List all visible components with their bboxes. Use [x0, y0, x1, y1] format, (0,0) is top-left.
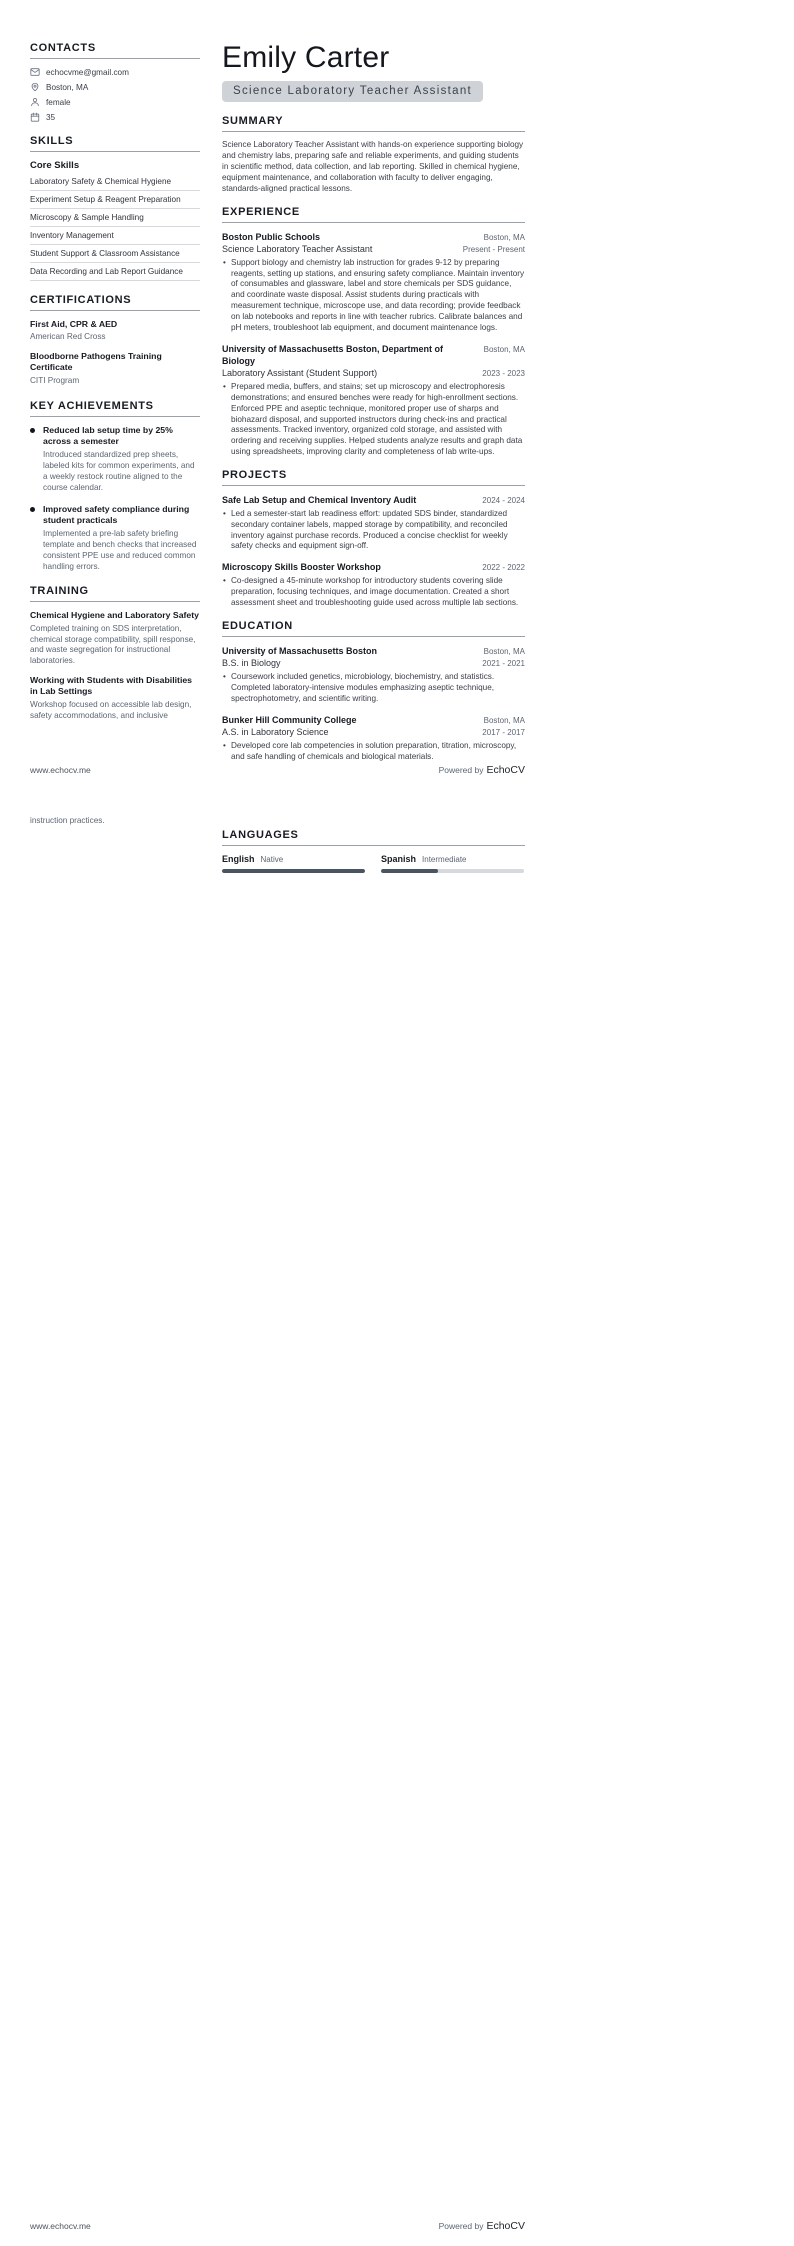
experience-bullets: [222, 258, 525, 334]
language-proficiency-bar: [381, 869, 524, 873]
degree-name: A.S. in Laboratory Science: [222, 726, 329, 737]
main-column: [222, 42, 525, 774]
footer-powered-label: Powered by: [438, 765, 484, 775]
training-item: [30, 610, 200, 667]
experience-heading: EXPERIENCE: [222, 206, 525, 223]
summary-text: Science Laboratory Teacher Assistant with hands-on experience supporting biology and chemistry labs, preparing safe and reliable experiments, and guiding students in scientific method, data collection, and lab reporting. Skilled in chemical hygiene, equipment maintenance, and collaboration with faculty to deliver engaging, standards-aligned practical lessons.: [222, 140, 524, 193]
language-proficiency-bar: [222, 869, 365, 873]
education-section: [222, 620, 525, 763]
skill-item: Student Support & Classroom Assistance: [30, 249, 200, 263]
job-dates: 2023 - 2023: [482, 368, 525, 378]
project-dates: 2022 - 2022: [482, 563, 525, 573]
skills-heading: SKILLS: [30, 135, 200, 152]
page-2-footer: [30, 2216, 525, 2234]
bullet-dot-icon: [30, 428, 35, 433]
certification-title: Bloodborne Pathogens Training Certificate: [30, 351, 162, 373]
experience-entry: [222, 231, 525, 334]
skill-item: Data Recording and Lab Report Guidance: [30, 267, 200, 281]
project-bullets: [222, 509, 525, 552]
achievement-title: Reduced lab setup time by 25% across a semester: [43, 424, 173, 446]
skill-item: Microscopy & Sample Handling: [30, 213, 200, 227]
project-title: Safe Lab Setup and Chemical Inventory Audit: [222, 494, 417, 505]
achievement-description: Introduced standardized prep sheets, labeled kits for common experiments, and a weekly restock routine aligned to the course calendar.: [43, 450, 195, 492]
footer-powered: [439, 2216, 525, 2234]
education-entry: [222, 645, 525, 705]
school-location: Boston, MA: [483, 646, 525, 656]
footer-site-link[interactable]: www.echocv.me: [30, 2221, 91, 2231]
contacts-section: [30, 42, 200, 122]
person-icon: [30, 97, 40, 107]
training-item: [30, 675, 200, 721]
training-section: [30, 585, 200, 721]
sidebar-continued: [30, 816, 200, 884]
contact-email[interactable]: [30, 67, 200, 77]
education-dates: 2021 - 2021: [482, 659, 525, 669]
certification-item: [30, 319, 200, 343]
experience-bullet: • Support biology and chemistry lab instruction for grades 9-12 by preparing reagents, setting up stations, and ensuring safety compliance. Maintain inventory of consumables and glassware, label and store chemicals per SDS guidance, and coordinate waste disposal. Assist students during practicals with measurement technique, microscope use, and data recording; provide feedback on lab notebooks and reports in line with teacher rubrics. Calibrate balances and pH meters, troubleshoot lab equipment, and document maintenance logs.: [222, 258, 525, 334]
footer-site-link[interactable]: www.echocv.me: [30, 765, 91, 775]
company-location: Boston, MA: [483, 232, 525, 242]
education-bullet: • Developed core lab competencies in solution preparation, titration, microscopy, and safe handling of chemicals and biological materials.: [222, 741, 525, 763]
language-item: [222, 854, 365, 873]
achievement-item: [30, 425, 200, 494]
contact-gender: [30, 97, 200, 107]
project-bullet: • Co-designed a 45-minute workshop for introductory students covering slide preparation, focusing techniques, and image documentation. Created a short assessment sheet and troubleshooting guide used across multiple lab sections.: [222, 576, 525, 608]
footer-brand: EchoCV: [486, 764, 525, 776]
education-dates: 2017 - 2017: [482, 727, 525, 737]
page-1-columns: [0, 0, 525, 774]
page-1-footer: [30, 760, 525, 778]
skill-item: Laboratory Safety & Chemical Hygiene: [30, 177, 200, 191]
achievement-body: [43, 504, 200, 573]
language-level: Intermediate: [422, 855, 467, 864]
language-item: [381, 854, 524, 873]
languages-section: [222, 829, 525, 873]
education-bullet: • Coursework included genetics, microbiology, biochemistry, and statistics. Completed laboratory-intensive modules emphasizing aseptic technique, spectrophotometry, and scientific writing.: [222, 672, 525, 704]
certifications-heading: CERTIFICATIONS: [30, 294, 200, 311]
job-title-badge: Science Laboratory Teacher Assistant: [222, 81, 483, 102]
contact-location: [30, 82, 200, 92]
projects-heading: PROJECTS: [222, 469, 525, 486]
page-2-columns: [0, 790, 525, 884]
project-bullet: • Led a semester-start lab readiness effort: updated SDS binder, standardized secondary container labels, mapped storage by compatibility, and reconciled inventory against purchase records. Produced a concise checklist for weekly safety checks and equipment sign-off.: [222, 509, 525, 552]
page-1: [0, 0, 794, 790]
skill-item: Inventory Management: [30, 231, 200, 245]
company-name: University of Massachusetts Boston, Department of Biology: [222, 343, 444, 366]
certification-title: First Aid, CPR & AED: [30, 319, 118, 329]
degree-name: B.S. in Biology: [222, 658, 281, 669]
achievement-body: [43, 425, 200, 494]
project-entry: [222, 494, 525, 552]
contacts-heading: CONTACTS: [30, 42, 200, 59]
key-achievements-section: [30, 400, 200, 573]
bullet-dot-icon: [30, 507, 35, 512]
calendar-icon: [30, 112, 40, 122]
language-proficiency-fill: [222, 869, 365, 873]
training-description-continued: instruction practices.: [30, 816, 105, 825]
skill-item: Experiment Setup & Reagent Preparation: [30, 195, 200, 209]
achievement-title: Improved safety compliance during student practicals: [43, 503, 190, 525]
certifications-section: [30, 294, 200, 387]
experience-bullets: [222, 382, 525, 458]
company-name: Boston Public Schools: [222, 231, 321, 242]
summary-section: [222, 115, 525, 194]
training-heading: TRAINING: [30, 585, 200, 602]
training-title: Chemical Hygiene and Laboratory Safety: [30, 610, 199, 621]
training-title: Working with Students with Disabilities in Lab Settings: [30, 675, 193, 697]
footer-powered-label: Powered by: [438, 2221, 484, 2231]
education-entry: [222, 714, 525, 763]
job-dates: Present - Present: [462, 244, 525, 254]
contact-location-text: Boston, MA: [46, 82, 89, 92]
experience-entry: [222, 343, 525, 458]
language-proficiency-fill: [381, 869, 438, 873]
skills-section: [30, 135, 200, 281]
footer-brand: EchoCV: [486, 2220, 525, 2232]
languages-heading: LANGUAGES: [222, 829, 525, 846]
project-dates: 2024 - 2024: [482, 495, 525, 505]
achievement-item: [30, 504, 200, 573]
email-icon: [30, 67, 40, 77]
languages-grid: [222, 854, 525, 873]
contact-age-text: 35: [46, 112, 56, 122]
footer-powered: [439, 760, 525, 778]
experience-section: [222, 206, 525, 458]
certification-issuer: CITI Program: [30, 375, 80, 385]
education-bullets: [222, 672, 525, 704]
project-entry: [222, 561, 525, 609]
language-level: Native: [260, 855, 284, 864]
job-title: Science Laboratory Teacher Assistant: [222, 243, 373, 254]
page-2: [0, 790, 794, 2246]
contact-gender-text: female: [46, 97, 71, 107]
key-achievements-heading: KEY ACHIEVEMENTS: [30, 400, 200, 417]
training-description: Completed training on SDS interpretation, chemical storage compatibility, spill response, and waste segregation for instructional laboratories.: [30, 623, 196, 666]
language-name: English: [222, 854, 255, 864]
summary-heading: SUMMARY: [222, 115, 525, 132]
contact-age: [30, 112, 200, 122]
achievement-description: Implemented a pre-lab safety briefing template and bench checks that increased consistent PPE use and reduced common handling errors.: [43, 529, 197, 571]
language-name: Spanish: [381, 854, 417, 864]
project-title: Microscopy Skills Booster Workshop: [222, 562, 381, 573]
contact-email-text: echocvme@gmail.com: [46, 67, 129, 77]
education-heading: EDUCATION: [222, 620, 525, 637]
training-description: Workshop focused on accessible lab design, safety accommodations, and inclusive: [30, 699, 192, 720]
certification-issuer: American Red Cross: [30, 332, 106, 342]
skills-group-title: Core Skills: [30, 160, 80, 171]
main-column-continued: [222, 816, 525, 884]
experience-bullet: • Prepared media, buffers, and stains; set up microscopy and electrophoresis demonstrations; and ensured benches were ready for high-enrollment sections. Enforced PPE and aseptic technique, monitored proper use of sharps and biohazard disposal, and supported instructors during check-ins and practical assessments. Tracked inventory, organized cold storage, and assisted with ordering and receiving supplies. Helped students analyze results and graph data using spreadsheets, improving clarity and completeness of lab write-ups.: [222, 382, 525, 458]
certification-item: [30, 351, 200, 386]
company-location: Boston, MA: [483, 344, 525, 354]
school-name: Bunker Hill Community College: [222, 714, 357, 725]
sidebar: [30, 42, 200, 774]
job-title: Laboratory Assistant (Student Support): [222, 367, 378, 378]
candidate-name: Emily Carter: [222, 41, 390, 74]
school-name: University of Massachusetts Boston: [222, 645, 378, 656]
location-icon: [30, 82, 40, 92]
school-location: Boston, MA: [483, 715, 525, 725]
project-bullets: [222, 576, 525, 608]
projects-section: [222, 469, 525, 609]
